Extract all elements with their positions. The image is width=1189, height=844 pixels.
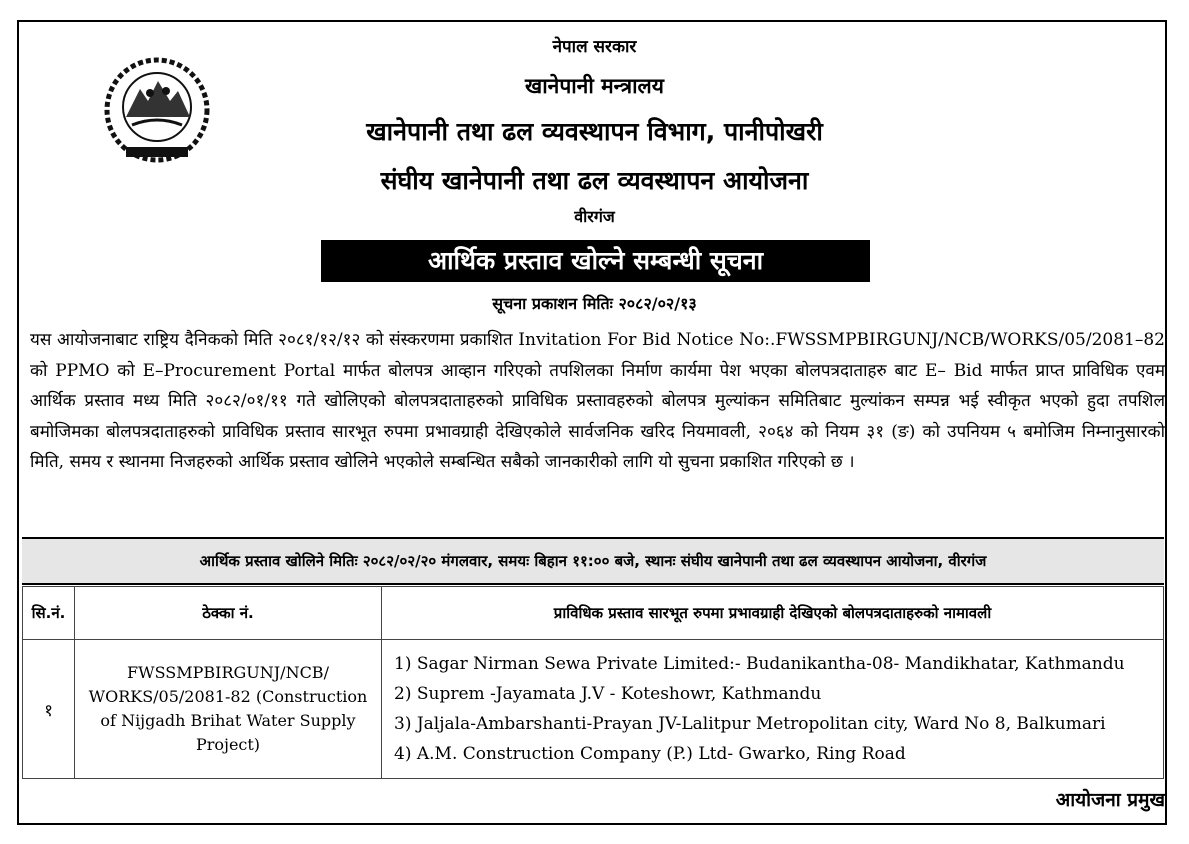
notice-body: यस आयोजनाबाट राष्ट्रिय दैनिकको मिति २०८१/१२/१२ को संस्करणमा प्रकाशित Invitation For Bid Notice No:.FWSSMPBIRGUNJ/NCB/WORKS/05/2081–82 को PPMO को E–Procurement Portal मार्फत बोलपत्र आव्हान गरिएको तपशिलका निर्माण कार्यमा पेश भएका बोलपत्रदाताहरु बाट E– Bid मार्फत प्राप्त प्राविधिक एवम आर्थिक प्रस्ताव मध्य मिति २०८२/०१/११ गते खोलिएको बोलपत्रदाताहरुको प्राविधिक प्रस्तावहरुको बोलपत्र मुल्यांकन समितिबाट मुल्यांकन सम्पन्न भई स्वीकृत भएको हुदा तपशिल बमोजिमका बोलपत्रदाताहरुको प्राविधिक प्रस्ताव सारभूत रुपमा प्रभावग्राही देखिएकोले सार्वजनिक खरिद नियमावली, २०६४ को नियम ३१ (ङ) को उपनियम ५ बमोजिम निम्नानुसारको मिति, समय र स्थानमा निजहरुको आर्थिक प्रस्ताव खोलिने भएकोले सम्बन्धित सबैको जानकारीको लागि यो सुचना प्रकाशित गरिएको छ । (30, 330, 1165, 472)
publication-date: सूचना प्रकाशन मितिः २०८२/०२/१३ (492, 294, 697, 313)
department-name: खानेपानी तथा ढल व्यवस्थापन विभाग, पानीपोखरी (366, 117, 823, 146)
signatory: आयोजना प्रमुख (1055, 789, 1165, 811)
header-bidder-names: प्राविधिक प्रस्ताव सारभूत रुपमा प्रभावग्राही देखिएको बोलपत्रदाताहरुको नामावली (382, 587, 1164, 640)
row-contract-number: FWSSMPBIRGUNJ/NCB/ WORKS/05/2081-82 (Construction of Nijgadh Brihat Water Supply Project) (75, 640, 382, 779)
ministry-name: खानेपानी मन्त्रालय (525, 74, 664, 98)
bidders-table (22, 586, 1164, 779)
header-contract-number: ठेक्का नं. (75, 587, 382, 640)
city-name: वीरगंज (574, 207, 615, 226)
notice-title: आर्थिक प्रस्ताव खोल्ने सम्बन्धी सूचना (321, 240, 870, 282)
list-item: 1) Sagar Nirman Sewa Private Limited:- Budanikantha-08- Mandikhatar, Kathmandu (394, 654, 1125, 674)
row-bidder-list (382, 640, 1164, 779)
government-name: नेपाल सरकार (552, 37, 637, 57)
header-serial-number: सि.नं. (23, 587, 75, 640)
row-serial-number: १ (23, 640, 75, 779)
project-name: संघीय खानेपानी तथा ढल व्यवस्थापन आयोजना (380, 166, 809, 195)
list-item: 2) Suprem -Jayamata J.V - Koteshowr, Kathmandu (394, 684, 822, 704)
opening-details-banner: आर्थिक प्रस्ताव खोलिने मितिः २०८२/०२/२० मंगलवार, समयः बिहान ११:०० बजे, स्थानः संघीय खानेपानी तथा ढल व्यवस्थापन आयोजना, वीरगंज (22, 537, 1164, 585)
table-header-row (23, 587, 1164, 640)
list-item: 3) Jaljala-Ambarshanti-Prayan JV-Lalitpur Metropolitan city, Ward No 8, Balkumari (394, 714, 1106, 734)
list-item: 4) A.M. Construction Company (P.) Ltd- Gwarko, Ring Road (394, 744, 906, 764)
table-row (23, 640, 1164, 779)
